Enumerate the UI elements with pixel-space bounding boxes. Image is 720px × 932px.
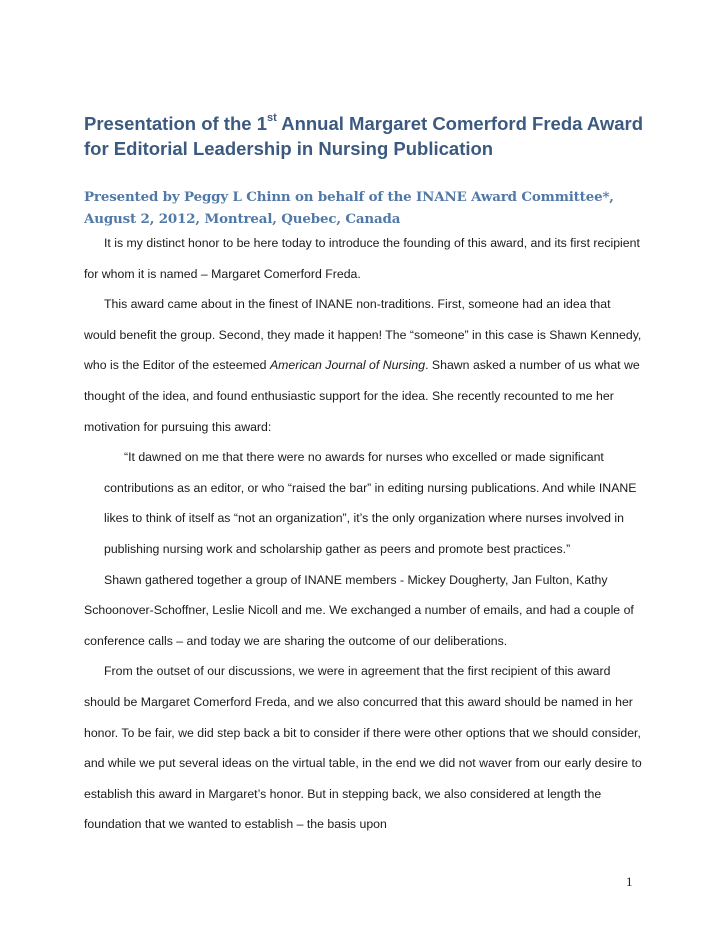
journal-title: American Journal of Nursing bbox=[269, 358, 426, 373]
title-superscript: st bbox=[266, 111, 277, 124]
paragraph-2-text-end: . Shawn asked a number of us what we thought of the idea, and found enthusiastic support for the idea. She recently recounted to me her motivation for pursuing this award: bbox=[84, 358, 640, 434]
document-title bbox=[84, 111, 664, 161]
paragraph-2 bbox=[84, 289, 644, 442]
paragraph-2-text-start: This award came about in the finest of INANE non-traditions. First, someone had an idea that would benefit the group. Second, they made it happen! The “someone” in this case is Shawn Kennedy, who is the Editor of the esteemed bbox=[84, 297, 642, 373]
paragraph-4: From the outset of our discussions, we were in agreement that the first recipient of this award should be Margaret Comerford Freda, and we also concurred that this award should be named in her honor. To be fair, we did step back a bit to consider if there were other options that we should consider, and while we put several ideas on the virtual table, in the end we did not waver from our early desire to establish this award in Margaret’s honor. But in stepping back, we also considered at length the foundation that we wanted to establish – the basis upon bbox=[84, 664, 642, 832]
document-subtitle: Presented by Peggy L Chinn on behalf of the INANE Award Committee*, August 2, 2012, Montreal, Quebec, Canada bbox=[84, 189, 614, 227]
paragraph-1: It is my distinct honor to be here today to introduce the founding of this award, and its first recipient for whom it is named – Margaret Comerford Freda. bbox=[84, 236, 640, 281]
page-number: 1 bbox=[626, 874, 633, 889]
block-quote: “It dawned on me that there were no awards for nurses who excelled or made significant contributions as an editor, or who “raised the bar” in editing nursing publications. And while INANE likes to think of itself as “not an organization”, it’s the only organization where nurses involved in publishing nursing work and scholarship gather as peers and promote best practices.” bbox=[104, 450, 637, 556]
title-text-end: Annual Margaret Comerford Freda Award for Editorial Leadership in Nursing Publication bbox=[84, 113, 644, 159]
paragraph-3: Shawn gathered together a group of INANE members - Mickey Dougherty, Jan Fulton, Kathy Schoonover-Schoffner, Leslie Nicoll and me. We exchanged a number of emails, and had a couple of conference calls – and today we are sharing the outcome of our deliberations. bbox=[84, 572, 634, 648]
document-body bbox=[84, 228, 644, 840]
title-text-start: Presentation of the 1 bbox=[84, 113, 267, 134]
